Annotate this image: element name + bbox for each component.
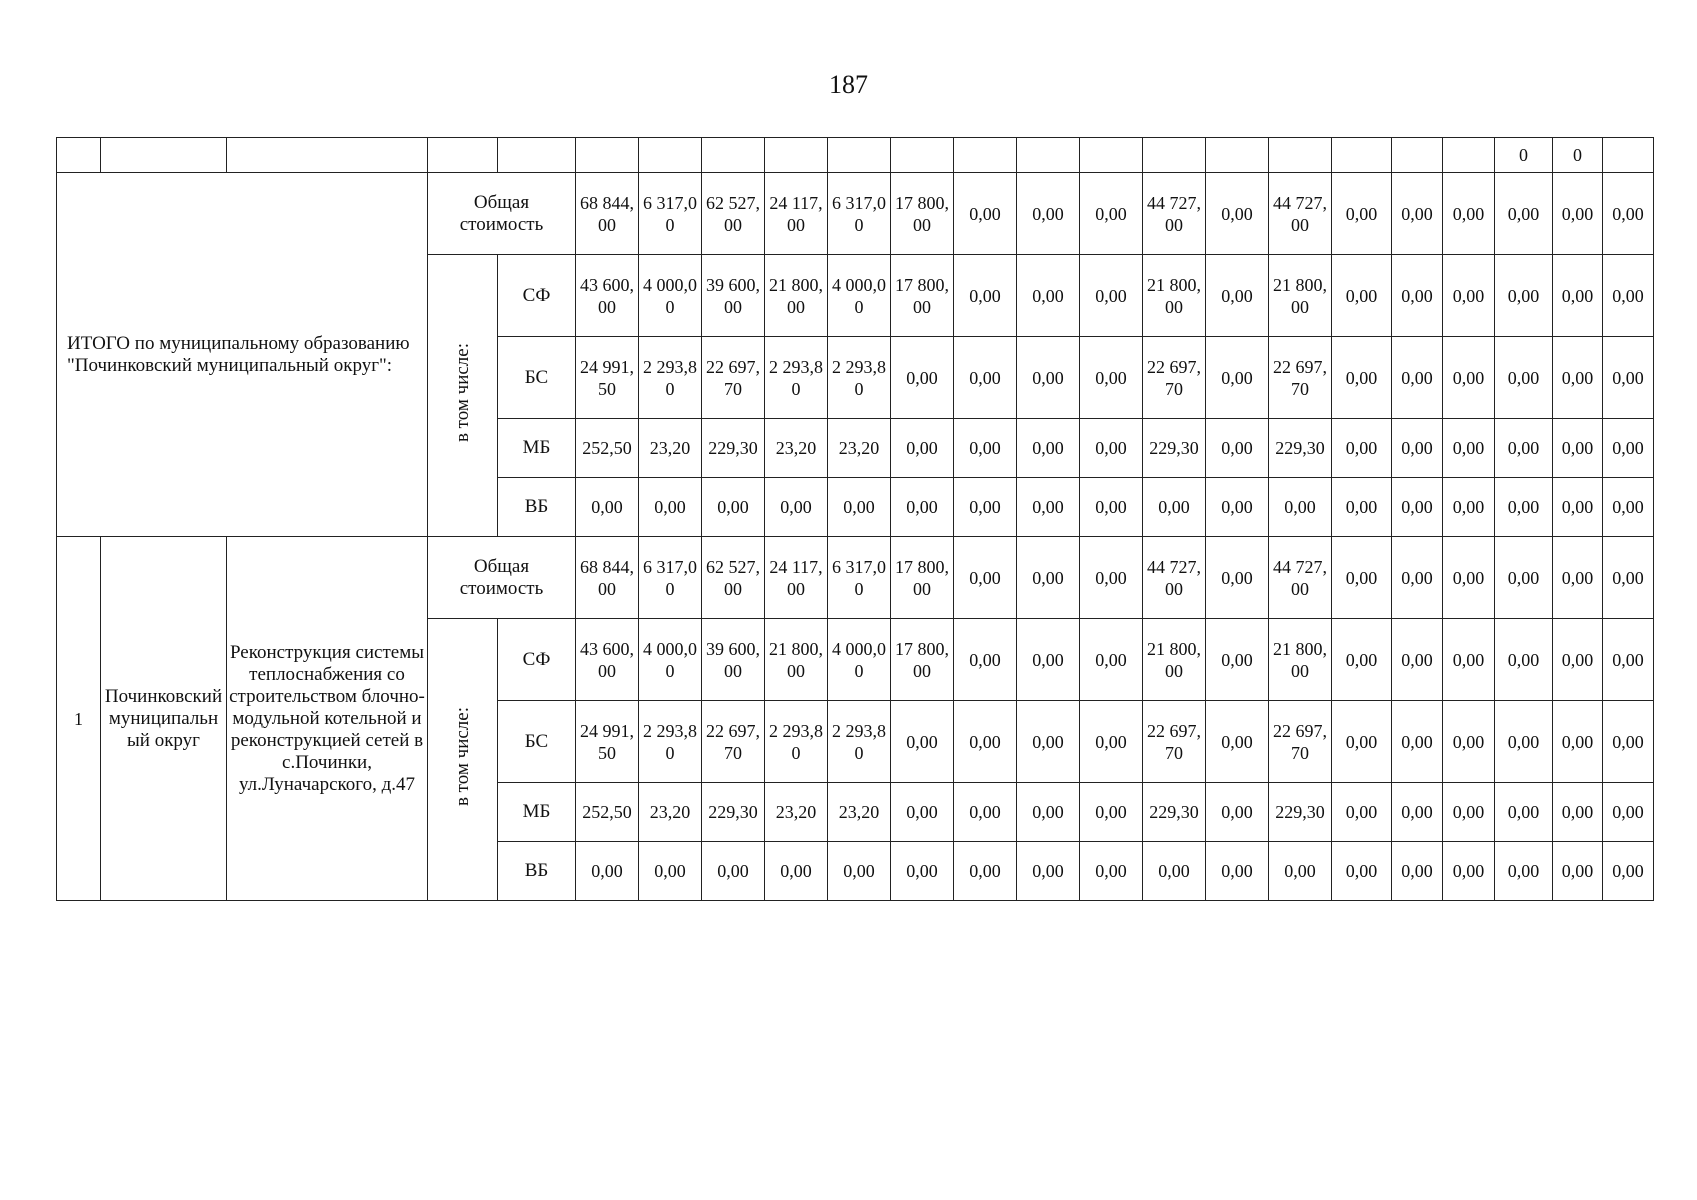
value-cell: 0,00 — [1443, 842, 1495, 901]
value-cell: 0,00 — [1553, 337, 1603, 419]
value-cell: 0,00 — [639, 842, 702, 901]
value-cell: 44 727,00 — [1143, 173, 1206, 255]
value-cell: 0,00 — [1495, 783, 1553, 842]
fund-label: ВБ — [498, 478, 576, 537]
value-cell: 2 293,80 — [765, 701, 828, 783]
value-cell: 229,30 — [1269, 783, 1332, 842]
value-cell: 0,00 — [1017, 701, 1080, 783]
fund-label: МБ — [498, 419, 576, 478]
table-cell — [227, 138, 428, 173]
value-cell: 0,00 — [954, 337, 1017, 419]
value-cell: 0,00 — [1332, 783, 1392, 842]
value-cell: 0,00 — [1443, 255, 1495, 337]
value-cell: 0,00 — [1206, 478, 1269, 537]
value-cell: 0,00 — [891, 337, 954, 419]
value-cell: 0,00 — [1553, 419, 1603, 478]
table-cell — [1017, 138, 1080, 173]
value-cell: 0,00 — [1603, 255, 1654, 337]
value-cell: 4 000,00 — [639, 255, 702, 337]
value-cell: 0,00 — [954, 173, 1017, 255]
value-cell: 0,00 — [1392, 537, 1443, 619]
value-cell: 0,00 — [1392, 419, 1443, 478]
value-cell: 0,00 — [1206, 337, 1269, 419]
value-cell: 0,00 — [954, 419, 1017, 478]
table-cell — [101, 138, 227, 173]
value-cell: 39 600,00 — [702, 619, 765, 701]
value-cell: 0,00 — [1495, 701, 1553, 783]
table-row — [57, 138, 1654, 173]
value-cell: 0,00 — [1553, 537, 1603, 619]
value-cell: 23,20 — [639, 783, 702, 842]
value-cell: 0,00 — [1080, 537, 1143, 619]
value-cell: 0,00 — [1495, 842, 1553, 901]
table-cell — [57, 138, 101, 173]
table-cell — [1143, 138, 1206, 173]
value-cell: 0,00 — [1017, 419, 1080, 478]
value-cell: 22 697,70 — [1143, 337, 1206, 419]
value-cell: 23,20 — [828, 419, 891, 478]
value-cell: 0,00 — [1206, 173, 1269, 255]
value-cell: 0,00 — [1392, 255, 1443, 337]
in-that-number-label — [428, 619, 498, 901]
value-cell: 0,00 — [1443, 419, 1495, 478]
value-cell: 4 000,00 — [828, 255, 891, 337]
value-cell: 0,00 — [1080, 701, 1143, 783]
value-cell: 0,00 — [891, 701, 954, 783]
vertical-label: в том числе: — [451, 343, 473, 443]
table-cell — [1392, 138, 1443, 173]
value-cell: 0,00 — [1017, 842, 1080, 901]
value-cell: 0,00 — [1603, 783, 1654, 842]
value-cell: 39 600,00 — [702, 255, 765, 337]
value-cell: 0,00 — [1206, 537, 1269, 619]
table-cell — [954, 138, 1017, 173]
value-cell: 0,00 — [1332, 478, 1392, 537]
value-cell: 0,00 — [1206, 419, 1269, 478]
table-cell — [1332, 138, 1392, 173]
value-cell: 0,00 — [891, 783, 954, 842]
value-cell: 252,50 — [576, 419, 639, 478]
value-cell: 0,00 — [1553, 173, 1603, 255]
value-cell: 2 293,80 — [765, 337, 828, 419]
value-cell: 0,00 — [1080, 478, 1143, 537]
value-cell: 0,00 — [1603, 842, 1654, 901]
value-cell: 21 800,00 — [1269, 255, 1332, 337]
value-cell: 0,00 — [1443, 337, 1495, 419]
value-cell: 0,00 — [1553, 619, 1603, 701]
value-cell: 62 527,00 — [702, 537, 765, 619]
value-cell: 0,00 — [1392, 842, 1443, 901]
table-cell — [639, 138, 702, 173]
value-cell: 24 991,50 — [576, 337, 639, 419]
value-cell: 0,00 — [1332, 337, 1392, 419]
value-cell: 0,00 — [1017, 255, 1080, 337]
value-cell: 24 991,50 — [576, 701, 639, 783]
value-cell: 229,30 — [702, 783, 765, 842]
value-cell: 0,00 — [1206, 701, 1269, 783]
table-cell — [765, 138, 828, 173]
value-cell: 0,00 — [1495, 255, 1553, 337]
value-cell: 0,00 — [1553, 255, 1603, 337]
value-cell: 0,00 — [1392, 701, 1443, 783]
value-cell: 17 800,00 — [891, 255, 954, 337]
value-cell: 6 317,00 — [639, 537, 702, 619]
value-cell: 0,00 — [1495, 419, 1553, 478]
value-cell: 0,00 — [1553, 842, 1603, 901]
value-cell: 229,30 — [1143, 783, 1206, 842]
value-cell: 0,00 — [1080, 619, 1143, 701]
value-cell: 24 117,00 — [765, 537, 828, 619]
value-cell: 0,00 — [1495, 619, 1553, 701]
value-cell: 0,00 — [954, 255, 1017, 337]
value-cell: 0,00 — [1443, 537, 1495, 619]
value-cell: 0,00 — [1443, 783, 1495, 842]
table-cell — [891, 138, 954, 173]
table-cell — [1603, 138, 1654, 173]
value-cell: 22 697,70 — [1269, 701, 1332, 783]
value-cell: 44 727,00 — [1269, 173, 1332, 255]
value-cell: 0,00 — [891, 478, 954, 537]
value-cell: 2 293,80 — [828, 337, 891, 419]
value-cell: 0,00 — [891, 842, 954, 901]
fund-label: МБ — [498, 783, 576, 842]
value-cell: 21 800,00 — [1143, 255, 1206, 337]
value-cell: 0,00 — [1269, 478, 1332, 537]
value-cell: 0,00 — [1392, 173, 1443, 255]
value-cell: 0,00 — [1080, 783, 1143, 842]
value-cell: 0,00 — [1603, 419, 1654, 478]
value-cell: 0,00 — [576, 842, 639, 901]
fund-label: СФ — [498, 255, 576, 337]
value-cell: 0,00 — [1017, 537, 1080, 619]
table-cell — [828, 138, 891, 173]
value-cell: 0,00 — [1553, 478, 1603, 537]
value-cell: 21 800,00 — [765, 619, 828, 701]
general-cost-label: Общая стоимость — [428, 173, 576, 255]
value-cell: 23,20 — [765, 783, 828, 842]
value-cell: 0,00 — [1080, 255, 1143, 337]
value-cell: 0,00 — [1206, 783, 1269, 842]
value-cell: 0,00 — [1443, 701, 1495, 783]
value-cell: 0,00 — [1392, 478, 1443, 537]
value-cell: 0,00 — [954, 537, 1017, 619]
value-cell: 21 800,00 — [1269, 619, 1332, 701]
value-cell: 23,20 — [828, 783, 891, 842]
value-cell: 0,00 — [1603, 701, 1654, 783]
value-cell: 0,00 — [1495, 173, 1553, 255]
value-cell: 0,00 — [639, 478, 702, 537]
value-cell: 252,50 — [576, 783, 639, 842]
value-cell: 0,00 — [702, 842, 765, 901]
table-cell — [1269, 138, 1332, 173]
value-cell: 0,00 — [1443, 173, 1495, 255]
value-cell: 0,00 — [1392, 337, 1443, 419]
municipality-name: Починковский муниципальный округ — [101, 537, 227, 901]
value-cell: 0,00 — [1443, 478, 1495, 537]
value-cell: 2 293,80 — [639, 337, 702, 419]
table-cell: 0 — [1495, 138, 1553, 173]
table-cell — [1206, 138, 1269, 173]
table-cell — [428, 138, 498, 173]
value-cell: 0,00 — [1332, 537, 1392, 619]
value-cell: 44 727,00 — [1269, 537, 1332, 619]
value-cell: 0,00 — [1603, 619, 1654, 701]
value-cell: 0,00 — [954, 783, 1017, 842]
value-cell: 0,00 — [954, 478, 1017, 537]
value-cell: 6 317,00 — [639, 173, 702, 255]
value-cell: 44 727,00 — [1143, 537, 1206, 619]
fund-label: БС — [498, 337, 576, 419]
value-cell: 23,20 — [639, 419, 702, 478]
value-cell: 21 800,00 — [765, 255, 828, 337]
value-cell: 0,00 — [1080, 842, 1143, 901]
value-cell: 23,20 — [765, 419, 828, 478]
value-cell: 0,00 — [1080, 419, 1143, 478]
value-cell: 0,00 — [1603, 337, 1654, 419]
value-cell: 0,00 — [1017, 619, 1080, 701]
value-cell: 22 697,70 — [1269, 337, 1332, 419]
project-name: Реконструкция системы теплоснабжения со строительством блочно-модульной котельной и реконструкцией сетей в с.Починки, ул.Луначарского, д.47 — [227, 537, 428, 901]
item-number: 1 — [57, 537, 101, 901]
value-cell: 22 697,70 — [1143, 701, 1206, 783]
total-label: ИТОГО по муниципальному образованию "Починковский муниципальный округ": — [57, 173, 428, 537]
value-cell: 0,00 — [702, 478, 765, 537]
value-cell: 0,00 — [1269, 842, 1332, 901]
value-cell: 22 697,70 — [702, 337, 765, 419]
value-cell: 0,00 — [1080, 337, 1143, 419]
value-cell: 24 117,00 — [765, 173, 828, 255]
value-cell: 0,00 — [828, 842, 891, 901]
table-row — [57, 537, 1654, 619]
value-cell: 0,00 — [1553, 701, 1603, 783]
value-cell: 0,00 — [1017, 337, 1080, 419]
value-cell: 0,00 — [1332, 701, 1392, 783]
fund-label: ВБ — [498, 842, 576, 901]
value-cell: 0,00 — [1392, 783, 1443, 842]
value-cell: 4 000,00 — [828, 619, 891, 701]
value-cell: 0,00 — [1080, 173, 1143, 255]
value-cell: 43 600,00 — [576, 619, 639, 701]
fund-label: БС — [498, 701, 576, 783]
value-cell: 0,00 — [828, 478, 891, 537]
general-cost-label: Общая стоимость — [428, 537, 576, 619]
table-cell — [1080, 138, 1143, 173]
value-cell: 0,00 — [891, 419, 954, 478]
value-cell: 6 317,00 — [828, 173, 891, 255]
in-that-number-label — [428, 255, 498, 537]
table-row — [57, 173, 1654, 255]
value-cell: 0,00 — [1392, 619, 1443, 701]
table-cell — [576, 138, 639, 173]
value-cell: 0,00 — [1332, 255, 1392, 337]
value-cell: 0,00 — [954, 701, 1017, 783]
value-cell: 0,00 — [954, 619, 1017, 701]
value-cell: 229,30 — [1269, 419, 1332, 478]
value-cell: 17 800,00 — [891, 619, 954, 701]
value-cell: 4 000,00 — [639, 619, 702, 701]
value-cell: 0,00 — [1443, 619, 1495, 701]
value-cell: 0,00 — [576, 478, 639, 537]
value-cell: 0,00 — [1017, 478, 1080, 537]
budget-table — [56, 137, 1654, 901]
value-cell: 0,00 — [1332, 842, 1392, 901]
value-cell: 2 293,80 — [828, 701, 891, 783]
value-cell: 17 800,00 — [891, 537, 954, 619]
value-cell: 0,00 — [1143, 478, 1206, 537]
value-cell: 0,00 — [1553, 783, 1603, 842]
table-cell — [702, 138, 765, 173]
value-cell: 0,00 — [1206, 842, 1269, 901]
table-cell: 0 — [1553, 138, 1603, 173]
value-cell: 0,00 — [1017, 173, 1080, 255]
value-cell: 17 800,00 — [891, 173, 954, 255]
value-cell: 0,00 — [1495, 537, 1553, 619]
fund-label: СФ — [498, 619, 576, 701]
value-cell: 0,00 — [1143, 842, 1206, 901]
value-cell: 229,30 — [702, 419, 765, 478]
value-cell: 6 317,00 — [828, 537, 891, 619]
value-cell: 43 600,00 — [576, 255, 639, 337]
value-cell: 0,00 — [1332, 619, 1392, 701]
value-cell: 0,00 — [1017, 783, 1080, 842]
value-cell: 0,00 — [1603, 478, 1654, 537]
table-cell — [1443, 138, 1495, 173]
value-cell: 21 800,00 — [1143, 619, 1206, 701]
table-cell — [498, 138, 576, 173]
value-cell: 0,00 — [1332, 173, 1392, 255]
value-cell: 0,00 — [1206, 619, 1269, 701]
value-cell: 68 844,00 — [576, 537, 639, 619]
value-cell: 62 527,00 — [702, 173, 765, 255]
page-number: 187 — [829, 70, 868, 99]
value-cell: 0,00 — [765, 478, 828, 537]
value-cell: 22 697,70 — [702, 701, 765, 783]
value-cell: 0,00 — [1495, 478, 1553, 537]
value-cell: 68 844,00 — [576, 173, 639, 255]
value-cell: 0,00 — [1332, 419, 1392, 478]
value-cell: 0,00 — [1495, 337, 1553, 419]
value-cell: 0,00 — [1206, 255, 1269, 337]
value-cell: 229,30 — [1143, 419, 1206, 478]
value-cell: 0,00 — [765, 842, 828, 901]
value-cell: 0,00 — [954, 842, 1017, 901]
vertical-label: в том числе: — [451, 707, 473, 807]
value-cell: 2 293,80 — [639, 701, 702, 783]
value-cell: 0,00 — [1603, 537, 1654, 619]
value-cell: 0,00 — [1603, 173, 1654, 255]
